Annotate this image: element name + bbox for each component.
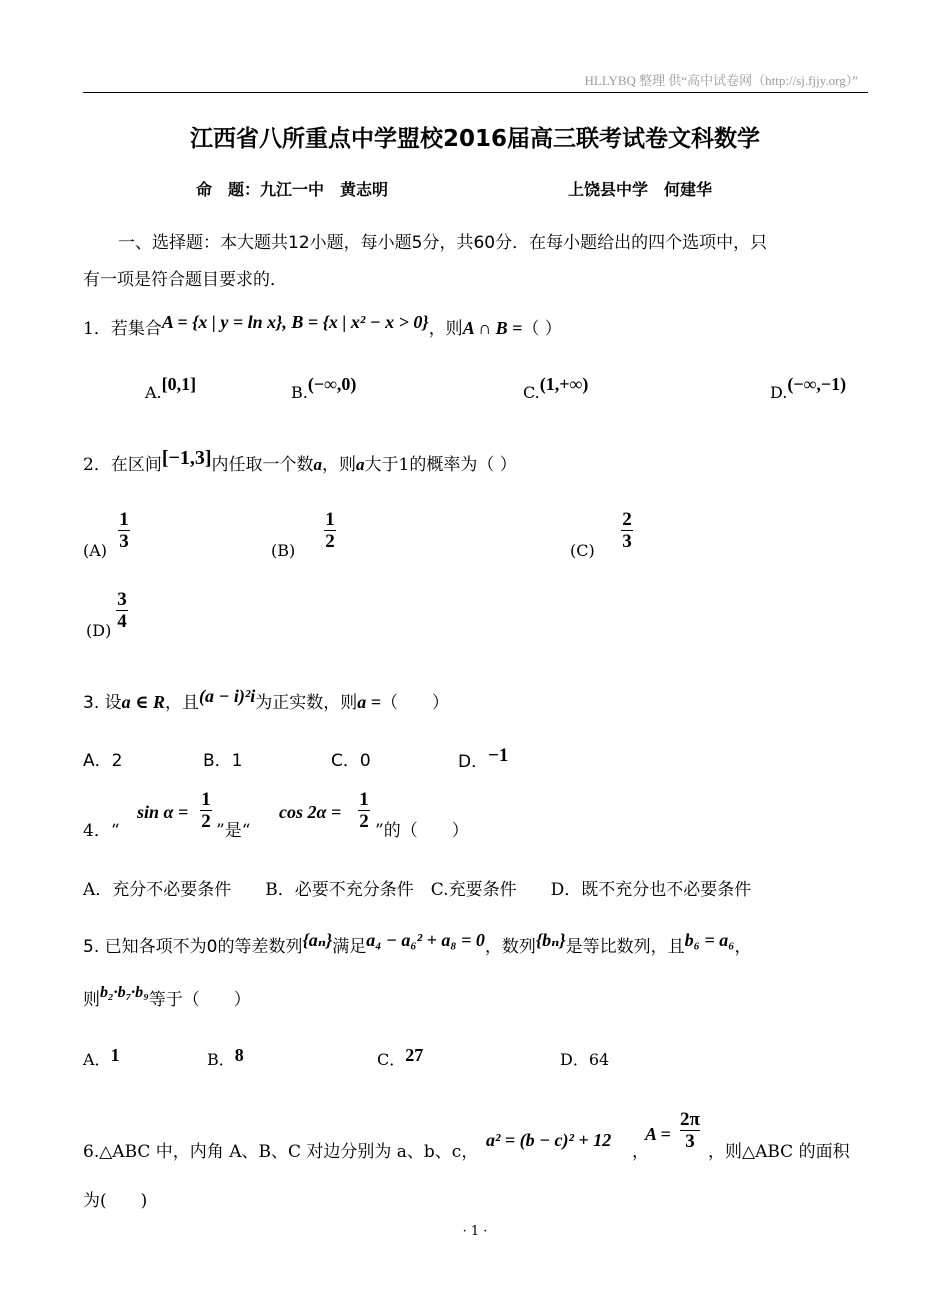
q1-set-a: A = {x | y = ln x} — [161, 312, 283, 332]
q4-tail: ”的（ ） — [375, 821, 469, 841]
q1-option-a: A.[0,1] — [145, 374, 197, 402]
page-header: HLLYBQ 整理 供“高中试卷网（http://sj.fjjy.org）” — [584, 73, 858, 88]
q1-set-b: , B = {x | x² − x > 0} — [282, 312, 429, 332]
question-6-line1a: 6.△ABC 中，内角 A、B、C 对边分别为 a、b、c， — [83, 1142, 479, 1162]
header-divider — [83, 92, 868, 93]
q1-option-c: C.(1,+∞) — [523, 374, 589, 402]
q3-option-b: B．1 — [203, 751, 243, 771]
q2-option-b-fraction: 1 2 — [325, 509, 335, 552]
q2-option-a-label: (A) — [83, 541, 108, 560]
question-6-line1b: ，则△ABC 的面积 — [708, 1142, 850, 1162]
q6-angle-fraction: 2π 3 — [680, 1109, 700, 1152]
question-6-line2: 为( ) — [83, 1191, 148, 1211]
q5-option-a: A．1 — [83, 1045, 120, 1069]
q4-lhs-fraction: 1 2 — [201, 789, 211, 832]
q2-option-d-fraction: 3 4 — [117, 589, 127, 632]
q5-option-b: B．8 — [207, 1045, 244, 1069]
q2-option-d-label: (D) — [86, 621, 112, 640]
question-3: 3. 设a ∈ R，且(a − i)²i为正实数，则a =（ ） — [83, 686, 450, 713]
q2-interval: [−1,3] — [161, 447, 212, 469]
question-2: 2．在区间[−1,3]内任取一个数a，则a大于1的概率为（ ） — [83, 447, 517, 475]
q2-option-c-fraction: 2 3 — [622, 509, 632, 552]
q1-paren: （ ） — [522, 319, 562, 339]
q3-option-c: C．0 — [331, 751, 371, 771]
section-intro-line1: 一、选择题：本大题共12小题，每小题5分，共60分．在每小题给出的四个选项中，只 — [118, 233, 768, 253]
q4-mid: ”是“ — [216, 821, 251, 841]
q6-condition: a² = (b − c)² + 12 — [486, 1130, 612, 1150]
q5-option-c: C．27 — [377, 1045, 424, 1069]
q5-option-d: D．64 — [560, 1050, 610, 1069]
q1-tail: ，则 — [428, 319, 463, 339]
q6-angle: A = — [645, 1124, 671, 1144]
author-left: 命 题：九江一中 黄志明 — [196, 180, 389, 199]
q1-expr: A ∩ B = — [462, 318, 523, 338]
q3-option-a: A．2 — [83, 751, 123, 771]
q6-comma: ， — [632, 1142, 649, 1162]
section-intro-line2: 有一项是符合题目要求的． — [83, 270, 287, 290]
q4-options: A．充分不必要条件 B．必要不充分条件 C.充要条件 D．既不充分也不必要条件 — [83, 880, 752, 900]
author-right: 上饶县中学 何建华 — [568, 180, 713, 199]
question-5-line1: 5. 已知各项不为0的等差数列{aₙ}满足a₄ − a₆² + a₈ = 0，数列{bₙ}是等比数列，且b₆ = a₆， — [83, 930, 752, 957]
page-number: · 1 · — [462, 1224, 488, 1239]
q2-option-b-label: (B) — [271, 541, 296, 560]
question-5-line2: 则b₂·b₇·b₉等于（ ） — [83, 984, 251, 1010]
q1-option-d: D.(−∞,−1) — [770, 374, 847, 402]
question-1 — [83, 312, 562, 340]
q4-number: 4．“ — [83, 821, 120, 841]
q4-rhs-fraction: 1 2 — [359, 789, 369, 832]
q2-option-c-label: (C) — [570, 541, 595, 560]
page-title: 江西省八所重点中学盟校2016届高三联考试卷文科数学 — [189, 126, 760, 152]
q3-option-d: D．−1 — [458, 745, 509, 772]
q2-option-a-fraction: 1 3 — [119, 509, 129, 552]
q4-rhs: cos 2α = — [279, 802, 342, 822]
q1-option-b: B.(−∞,0) — [291, 374, 357, 402]
q4-lhs: sin α = — [137, 802, 189, 822]
q1-number: 1．若集合 — [83, 319, 162, 339]
